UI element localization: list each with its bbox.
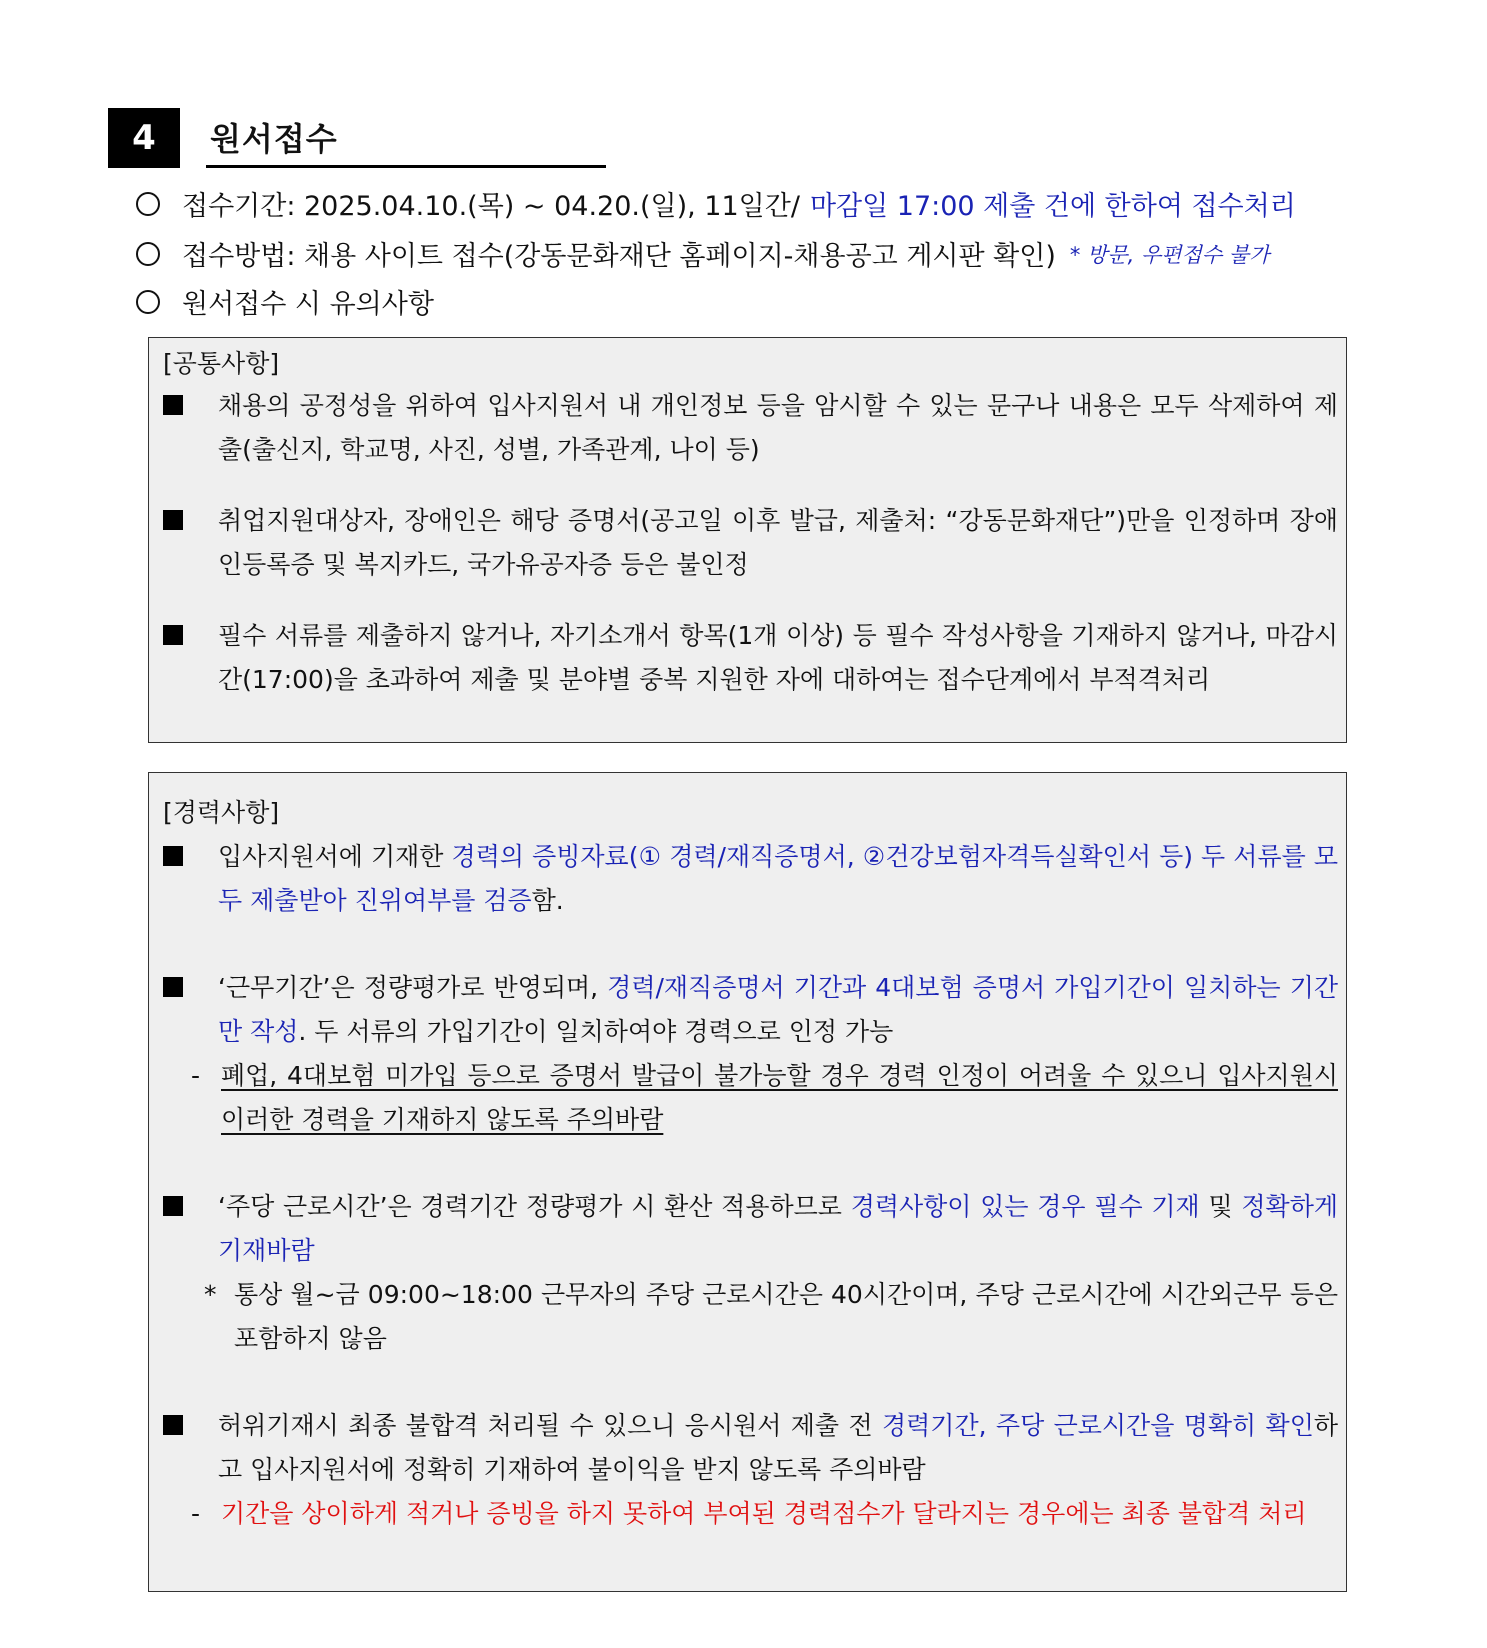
square-bullet-icon bbox=[163, 510, 183, 530]
star-marker: * bbox=[204, 1280, 217, 1309]
career-bullet-3-sub bbox=[204, 1273, 1338, 1361]
circle-bullet-icon bbox=[136, 242, 160, 266]
common-bullet-2 bbox=[163, 499, 1338, 587]
career-b2-plain: ‘근무기간’은 정량평가로 반영되며, bbox=[218, 973, 608, 1002]
career-b4-highlight: 경력기간, 주당 근로시간을 명확히 확인 bbox=[882, 1411, 1314, 1440]
common-bullet-1 bbox=[163, 384, 1338, 472]
common-header: [공통사항] bbox=[163, 349, 280, 378]
circle-bullet-icon bbox=[136, 192, 160, 216]
career-header: [경력사항] bbox=[163, 798, 280, 827]
career-b2-highlight: 경력/재직증명서 기간과 4대보험 증명서 가입기간이 일치하는 기간만 작성 bbox=[218, 973, 1338, 1046]
common-bullet-3-text: 필수 서류를 제출하지 않거나, 자기소개서 항목(1개 이상) 등 필수 작성사항을 기재하지 않거나, 마감시간(17:00)을 초과하여 제출 및 분야별 중복 지원한 자에 대하여는 접수단계에서 부적격처리 bbox=[218, 621, 1338, 694]
section-underline bbox=[206, 165, 606, 168]
caution-item bbox=[136, 282, 434, 321]
career-b4-end: 하고 입사지원서에 정확히 기재하여 불이익을 받지 않도록 주의바람 bbox=[218, 1411, 1339, 1484]
career-b1-plain: 입사지원서에 기재한 bbox=[218, 842, 452, 871]
career-bullet-2-text bbox=[218, 966, 1338, 1054]
career-bullet-2 bbox=[163, 966, 1338, 1054]
career-bullet-2-sub-text: 폐업, 4대보험 미가입 등으로 증명서 발급이 불가능할 경우 경력 인정이 어려울 수 있으니 입사지원시 이러한 경력을 기재하지 않도록 주의바람 bbox=[221, 1061, 1338, 1134]
career-b2-end: . 두 서류의 가입기간이 일치하여야 경력으로 인정 가능 bbox=[298, 1017, 894, 1046]
career-bullet-4-sub bbox=[191, 1492, 1338, 1536]
career-bullet-4-text bbox=[218, 1404, 1338, 1492]
career-bullet-3-text bbox=[218, 1185, 1338, 1273]
period-label: 접수기간: 2025.04.10.(목) ~ 04.20.(일), 11일간/ bbox=[182, 191, 800, 222]
career-bullet-4-sub-text: 기간을 상이하게 적거나 증빙을 하지 못하여 부여된 경력점수가 달라지는 경우에는 최종 불합격 처리 bbox=[221, 1499, 1307, 1528]
career-bullet-3-sub-text: 통상 월~금 09:00~18:00 근무자의 주당 근로시간은 40시간이며, 주당 근로시간에 시간외근무 등은 포함하지 않음 bbox=[234, 1280, 1338, 1353]
caution-label: 원서접수 시 유의사항 bbox=[182, 289, 434, 320]
method-label: 접수방법: 채용 사이트 접수(강동문화재단 홈페이지-채용공고 게시판 확인) bbox=[182, 241, 1056, 272]
common-bullet-3 bbox=[163, 614, 1338, 702]
square-bullet-icon bbox=[163, 395, 183, 415]
career-b3-and: 및 bbox=[1199, 1192, 1242, 1221]
career-box bbox=[148, 772, 1347, 1592]
career-b1-highlight: 경력의 증빙자료(① 경력/재직증명서, ②건강보험자격득실확인서 등) 두 서류를 모두 제출받아 진위여부를 검증 bbox=[218, 842, 1338, 915]
dash-marker: - bbox=[191, 1061, 201, 1090]
common-bullet-1-text: 채용의 공정성을 위하여 입사지원서 내 개인정보 등을 암시할 수 있는 문구나 내용은 모두 삭제하여 제출(출신지, 학교명, 사진, 성별, 가족관계, 나이 등) bbox=[218, 391, 1338, 464]
career-b3-highlight-1: 경력사항이 있는 경우 필수 기재 bbox=[850, 1192, 1200, 1221]
career-bullet-3 bbox=[163, 1185, 1338, 1273]
square-bullet-icon bbox=[163, 977, 183, 997]
period-item bbox=[136, 184, 1296, 223]
method-note: * 방문, 우편접수 불가 bbox=[1069, 242, 1270, 267]
career-bullet-2-sub bbox=[191, 1054, 1338, 1142]
career-bullet-1-text bbox=[218, 835, 1338, 923]
common-box bbox=[148, 337, 1347, 743]
square-bullet-icon bbox=[163, 846, 183, 866]
square-bullet-icon bbox=[163, 1196, 183, 1216]
dash-marker: - bbox=[191, 1499, 201, 1528]
career-bullet-1 bbox=[163, 835, 1338, 923]
career-b4-plain: 허위기재시 최종 불합격 처리될 수 있으니 응시원서 제출 전 bbox=[218, 1411, 882, 1440]
period-note: 마감일 17:00 제출 건에 한하여 접수처리 bbox=[809, 191, 1296, 222]
method-item bbox=[136, 234, 1269, 273]
career-b3-highlight-2: 정확하게 기재바람 bbox=[218, 1192, 1338, 1265]
circle-bullet-icon bbox=[136, 290, 160, 314]
square-bullet-icon bbox=[163, 1415, 183, 1435]
career-bullet-4 bbox=[163, 1404, 1338, 1492]
career-b1-end: 함. bbox=[531, 886, 564, 915]
square-bullet-icon bbox=[163, 625, 183, 645]
career-b3-plain: ‘주당 근로시간’은 경력기간 정량평가 시 환산 적용하므로 bbox=[218, 1192, 851, 1221]
section-number: 4 bbox=[108, 108, 180, 168]
common-bullet-2-text: 취업지원대상자, 장애인은 해당 증명서(공고일 이후 발급, 제출처: “강동문화재단”)만을 인정하며 장애인등록증 및 복지카드, 국가유공자증 등은 불인정 bbox=[218, 506, 1338, 579]
section-title: 원서접수 bbox=[210, 120, 338, 158]
